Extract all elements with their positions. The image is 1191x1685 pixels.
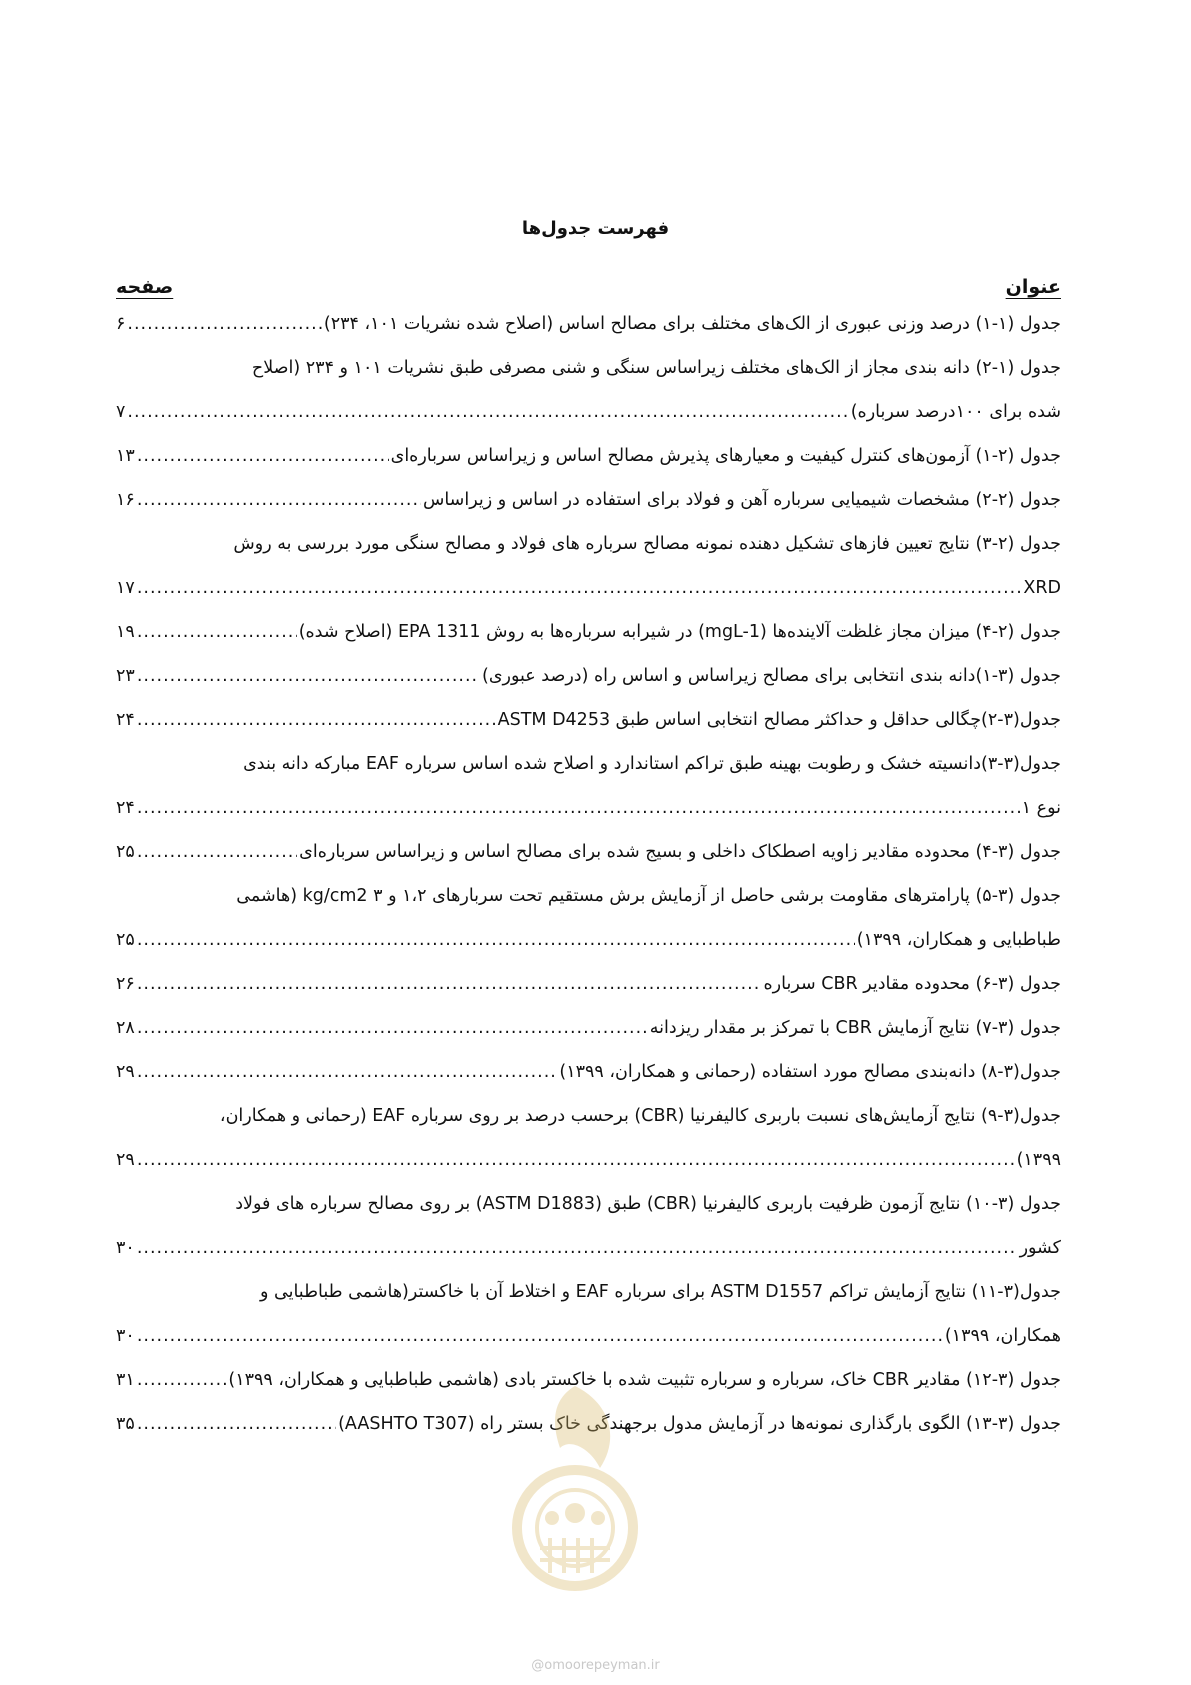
entry-title: جدول(۳-۲)چگالی حداقل و حداکثر مصالح انتخابی اساس طبق ASTM D4253 xyxy=(497,710,1061,730)
entry-title: جدول(۳-۸) دانه‌بندی مصالح مورد استفاده (رحمانی و همکاران، ۱۳۹۹) xyxy=(559,1062,1061,1082)
dot-leader xyxy=(137,918,855,962)
entry-title-line: جدول (۲-۳) نتایج تعیین فازهای تشکیل دهنده نمونه مصالح سرباره های فولاد و مصالح سنگی مورد بررسی به روش xyxy=(233,534,1061,554)
entry-title: کشور xyxy=(1019,1238,1061,1258)
dot-leader xyxy=(137,434,389,478)
toc-entry xyxy=(116,962,1061,1006)
entry-title: ۱۳۹۹) xyxy=(1016,1150,1061,1170)
entry-page-number: ۲۶ xyxy=(116,974,135,994)
toc-entry xyxy=(116,478,1061,522)
entry-title: جدول (۱-۱) درصد وزنی عبوری از الک‌های مختلف برای مصالح اساس (اصلاح شده نشریات ۱۰۱، ۲۳۴) xyxy=(323,314,1061,334)
watermark-url: @omoorepeyman.ir xyxy=(531,1658,660,1673)
dot-leader xyxy=(137,1402,336,1446)
dot-leader xyxy=(137,1138,1015,1182)
entry-title-line: جدول(۳-۹) نتایج آزمایش‌های نسبت باربری کالیفرنیا (CBR) برحسب درصد بر روی سرباره EAF (رحمانی و همکاران، xyxy=(219,1106,1061,1126)
toc-entry xyxy=(116,1182,1061,1270)
entry-title: طباطبایی و همکاران، ۱۳۹۹) xyxy=(856,930,1061,950)
toc-entry xyxy=(116,654,1061,698)
entry-title: جدول (۳-۱)دانه بندی انتخابی برای مصالح زیراساس و اساس راه (درصد عبوری) xyxy=(482,666,1061,686)
title-column-header: عنوان xyxy=(1005,276,1061,298)
entry-title-line: جدول (۳-۵) پارامترهای مقاومت برشی حاصل از آزمایش برش مستقیم تحت سربارهای ۱،۲ و kg/cm2 ۳ (هاشمی xyxy=(236,886,1061,906)
entry-page-number: ۲۴ xyxy=(116,710,135,730)
entry-page-number: ۶ xyxy=(116,314,126,334)
dot-leader xyxy=(127,302,322,346)
entry-title: شده برای ۱۰۰درصد سرباره) xyxy=(850,402,1061,422)
toc-entry xyxy=(116,610,1061,654)
entry-title-line: جدول (۳-۱۰) نتایج آزمون ظرفیت باربری کالیفرنیا (CBR) طبق (ASTM D1883) بر روی مصالح سرباره های فولاد xyxy=(235,1194,1061,1214)
dot-leader xyxy=(137,610,297,654)
toc-entry xyxy=(116,698,1061,742)
dot-leader xyxy=(137,478,421,522)
entry-page-number: ۲۵ xyxy=(116,842,135,862)
entry-title: جدول (۳-۴) محدوده مقادیر زاویه اصطکاک داخلی و بسیج شده برای مصالح اساس و زیراساس سرباره‌ای xyxy=(299,842,1061,862)
toc-entry xyxy=(116,1006,1061,1050)
entry-page-number: ۳۰ xyxy=(116,1238,135,1258)
page-column-header: صفحه xyxy=(116,276,174,298)
entry-title: جدول (۲-۲) مشخصات شیمیایی سرباره آهن و فولاد برای استفاده در اساس و زیراساس xyxy=(422,490,1061,510)
dot-leader xyxy=(137,698,496,742)
entry-page-number: ۲۸ xyxy=(116,1018,135,1038)
entry-page-number: ۳۱ xyxy=(116,1370,135,1390)
page-title: فهرست جدول‌ها xyxy=(521,218,670,239)
dot-leader xyxy=(137,1358,227,1402)
watermark-logo-icon xyxy=(500,1378,650,1598)
dot-leader xyxy=(127,390,848,434)
entry-page-number: ۲۵ xyxy=(116,930,135,950)
entry-title: جدول (۳-۱۳) الگوی بارگذاری نمونه‌ها در آزمایش مدول برجهندگی خاک بستر راه (AASHTO T307) xyxy=(338,1414,1061,1434)
dot-leader xyxy=(137,962,762,1006)
entry-page-number: ۱۶ xyxy=(116,490,135,510)
table-of-tables xyxy=(116,302,1061,1446)
entry-page-number: ۳۵ xyxy=(116,1414,135,1434)
dot-leader xyxy=(137,1314,943,1358)
entry-page-number: ۲۹ xyxy=(116,1062,135,1082)
entry-page-number: ۲۴ xyxy=(116,798,135,818)
dot-leader xyxy=(137,654,480,698)
dot-leader xyxy=(137,566,1022,610)
entry-page-number: ۱۳ xyxy=(116,446,135,466)
toc-entry xyxy=(116,742,1061,830)
toc-entry xyxy=(116,1270,1061,1358)
entry-title-line: جدول (۱-۲) دانه بندی مجاز از الک‌های مختلف زیراساس سنگی و شنی مصرفی طبق نشریات ۱۰۱ و ۲۳۴ (اصلاح xyxy=(251,358,1061,378)
toc-entry xyxy=(116,874,1061,962)
entry-page-number: ۱۷ xyxy=(116,578,135,598)
entry-page-number: ۳۰ xyxy=(116,1326,135,1346)
entry-page-number: ۱۹ xyxy=(116,622,135,642)
entry-title: همکاران، ۱۳۹۹) xyxy=(944,1326,1061,1346)
entry-page-number: ۲۹ xyxy=(116,1150,135,1170)
dot-leader xyxy=(137,786,1020,830)
entry-title-line: جدول(۳-۳)دانسیته خشک و رطوبت بهینه طبق تراکم استاندارد و اصلاح شده اساس سرباره EAF مبارکه دانه بندی xyxy=(243,754,1061,774)
entry-title: XRD xyxy=(1023,578,1061,598)
entry-title: جدول (۳-۶) محدوده مقادیر CBR سرباره xyxy=(763,974,1061,994)
toc-header xyxy=(116,268,1061,298)
toc-entry xyxy=(116,302,1061,346)
entry-page-number: ۷ xyxy=(116,402,126,422)
entry-title: جدول (۲-۴) میزان مجاز غلظت آلاینده‌ها (mgL-1) در شیرابه سرباره‌ها به روش EPA 1311 (اصلاح شده) xyxy=(298,622,1061,642)
entry-title: جدول (۲-۱) آزمون‌های کنترل کیفیت و معیارهای پذیرش مصالح اساس و زیراساس سرباره‌ای xyxy=(390,446,1061,466)
toc-entry xyxy=(116,1050,1061,1094)
dot-leader xyxy=(137,830,297,874)
toc-entry xyxy=(116,522,1061,610)
entry-title: جدول (۳-۱۲) مقادیر CBR خاک، سرباره و سرباره تثبیت شده با خاکستر بادی (هاشمی طباطبایی و همکاران، ۱۳۹۹) xyxy=(228,1370,1061,1390)
toc-entry xyxy=(116,434,1061,478)
dot-leader xyxy=(137,1226,1018,1270)
entry-title: جدول (۳-۷) نتایج آزمایش CBR با تمرکز بر مقدار ریزدانه xyxy=(649,1018,1061,1038)
entry-page-number: ۲۳ xyxy=(116,666,135,686)
toc-entry xyxy=(116,1094,1061,1182)
entry-title: نوع ۱ xyxy=(1021,798,1061,818)
toc-entry xyxy=(116,830,1061,874)
entry-title-line: جدول(۳-۱۱) نتایج آزمایش تراکم ASTM D1557 برای سرباره EAF و اختلاط آن با خاکستر(هاشمی طباطبایی و xyxy=(260,1282,1061,1302)
dot-leader xyxy=(137,1050,558,1094)
dot-leader xyxy=(137,1006,648,1050)
toc-entry xyxy=(116,346,1061,434)
